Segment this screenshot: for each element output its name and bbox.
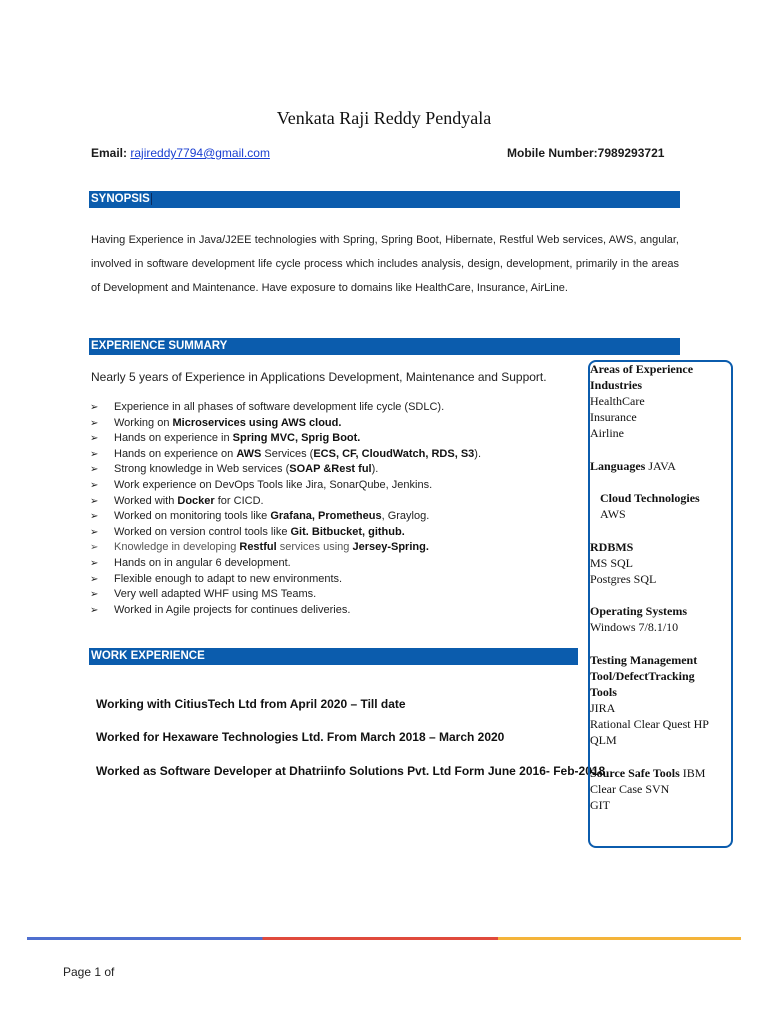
rdbms-label: RDBMS [590,540,634,554]
testing-label: Testing Management [590,653,698,667]
experience-bullet: ➢ Worked with Docker for CICD. [90,494,590,510]
experience-bullet: ➢ Working on Microservices using AWS cloud. [90,416,590,432]
job-entry: Worked as Software Developer at Dhatriinfo Solutions Pvt. Ltd Form June 2016- Feb-2018 [96,764,606,778]
arrow-bullet-icon: ➢ [90,433,99,445]
resume-name: Venkata Raji Reddy Pendyala [276,108,492,128]
synopsis-text: Having Experience in Java/J2EE technologies with Spring, Spring Boot, Hibernate, Restful Web services, AWS, angular, involved in software development life cycle process which includes analysis, design, development, primarily in the areas of Development and Maintenance. Have exposure to domains like HealthCare, Insurance, AirLine. [91,234,679,294]
experience-bullet-list [90,400,590,618]
experience-intro: Nearly 5 years of Experience in Applications Development, Maintenance and Support. [91,370,547,384]
os-label: Operating Systems [590,604,687,618]
experience-bullet: ➢ Worked in Agile projects for continues deliveries. [90,603,590,619]
page-number: Page 1 of [63,965,115,979]
footer-divider [27,937,741,940]
os-value: Windows 7/8.1/10 [590,620,679,634]
source-tools-row: Source Safe Tools IBM [590,766,706,780]
work-experience-heading: WORK EXPERIENCE [89,648,578,665]
synopsis-heading: SYNOPSIS [91,193,150,205]
arrow-bullet-icon: ➢ [90,479,99,491]
job-entry: Worked for Hexaware Technologies Ltd. From March 2018 – March 2020 [96,730,505,744]
arrow-bullet-icon: ➢ [90,495,99,507]
job-entry: Working with CitiusTech Ltd from April 2020 – Till date [96,697,406,711]
testing-label-3: Tools [590,685,617,699]
cloud-label: Cloud Technologies [600,491,700,505]
experience-bullet: ➢ Worked on monitoring tools like Grafana, Prometheus, Graylog. [90,509,590,525]
experience-bullet: ➢ Experience in all phases of software development life cycle (SDLC). [90,400,590,416]
rdbms-item: Postgres SQL [590,572,657,586]
email-row [91,146,270,160]
arrow-bullet-icon: ➢ [90,417,99,429]
source-tool-item: Clear Case SVN [590,782,670,796]
experience-bullet: ➢ Very well adapted WHF using MS Teams. [90,587,590,603]
experience-bullet: ➢ Worked on version control tools like Git. Bitbucket, github. [90,525,590,541]
mobile-row [507,146,664,160]
arrow-bullet-icon: ➢ [90,604,99,616]
experience-summary-heading: EXPERIENCE SUMMARY [89,338,680,355]
mobile-label: Mobile Number: [507,146,598,160]
cloud-value: AWS [600,507,626,521]
email-link[interactable]: rajireddy7794@gmail.com [130,146,270,160]
area-item: Insurance [590,410,637,424]
testing-item: JIRA [590,701,616,715]
area-item: Airline [590,426,624,440]
synopsis-heading-bar [89,191,680,208]
experience-bullet: ➢ Hands on experience on AWS Services (ECS, CF, CloudWatch, RDS, S3). [90,447,590,463]
testing-label-2: Tool/DefectTracking [590,669,695,683]
testing-item: Rational Clear Quest HP [590,717,709,731]
experience-bullet: ➢ Hands on in angular 6 development. [90,556,590,572]
testing-item: QLM [590,733,617,747]
arrow-bullet-icon: ➢ [90,573,99,585]
languages-row: Languages JAVA [590,459,676,473]
arrow-bullet-icon: ➢ [90,557,99,569]
rdbms-item: MS SQL [590,556,634,570]
arrow-bullet-icon: ➢ [90,526,99,538]
areas-heading-industries: Industries [590,378,643,392]
source-tool-item: GIT [590,798,610,812]
experience-bullet: ➢ Hands on experience in Spring MVC, Sprig Boot. [90,431,590,447]
experience-bullet: ➢ Work experience on DevOps Tools like Jira, SonarQube, Jenkins. [90,478,590,494]
arrow-bullet-icon: ➢ [90,542,99,554]
experience-bullet: ➢ Strong knowledge in Web services (SOAP &Rest ful). [90,462,590,478]
arrow-bullet-icon: ➢ [90,464,99,476]
arrow-bullet-icon: ➢ [90,589,99,601]
arrow-bullet-icon: ➢ [90,511,99,523]
mobile-number: 7989293721 [597,146,665,160]
area-item: HealthCare [590,394,645,408]
experience-bullet: ➢ Knowledge in developing Restful services using Jersey-Spring. [90,540,590,556]
arrow-bullet-icon: ➢ [90,402,99,413]
arrow-bullet-icon: ➢ [90,448,99,460]
email-label: Email: [91,146,131,160]
experience-bullet: ➢ Flexible enough to adapt to new environments. [90,572,590,588]
areas-heading: Areas of Experience [590,362,694,376]
